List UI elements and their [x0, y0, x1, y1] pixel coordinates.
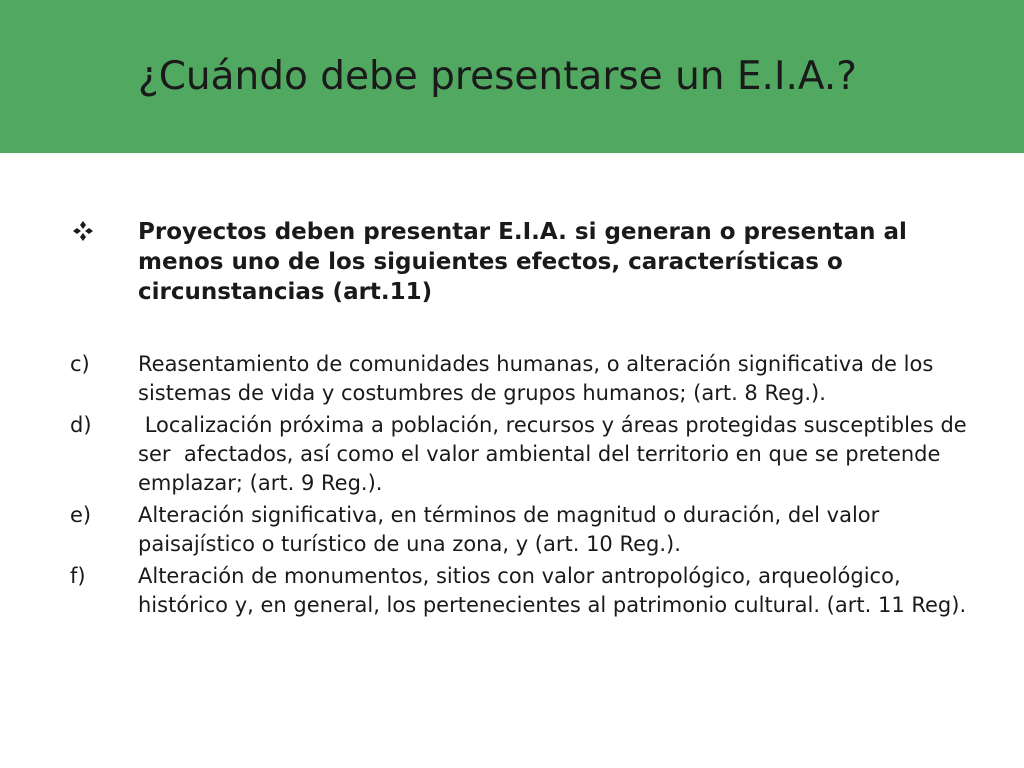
list-item-text: Localización próxima a población, recursos y áreas protegidas susceptibles de ser afectados, así como el valor ambiental del territorio en que se pretende emplazar; (art. 9 Reg.).: [138, 413, 974, 495]
list-item-text: Reasentamiento de comunidades humanas, o alteración significativa de los sistemas de vida y costumbres de grupos humanos; (art. 8 Reg.).: [138, 352, 934, 405]
list-marker: e): [70, 503, 92, 527]
slide-title: ¿Cuándo debe presentarse un E.I.A.?: [138, 54, 857, 99]
list-item-text: Alteración significativa, en términos de magnitud o duración, del valor paisajístico o turístico de una zona, y (art. 10 Reg.).: [138, 503, 880, 556]
list-marker: c): [70, 352, 90, 376]
four-diamond-bullet-icon: [72, 220, 94, 242]
list-item-e: [70, 501, 970, 559]
list-marker: d): [70, 413, 92, 437]
list-item-text: Alteración de monumentos, sitios con valor antropológico, arqueológico, histórico y, en general, los pertenecientes al patrimonio cultural. (art. 11 Reg).: [138, 564, 967, 617]
criteria-list: [70, 350, 974, 623]
list-item-c: [70, 350, 970, 408]
list-item-d: [70, 411, 974, 498]
intro-text: Proyectos deben presentar E.I.A. si generan o presentan al menos uno de los siguientes efectos, características o circunstancias (art.11): [138, 219, 907, 305]
list-marker: f): [70, 564, 86, 588]
list-item-f: [70, 562, 970, 620]
